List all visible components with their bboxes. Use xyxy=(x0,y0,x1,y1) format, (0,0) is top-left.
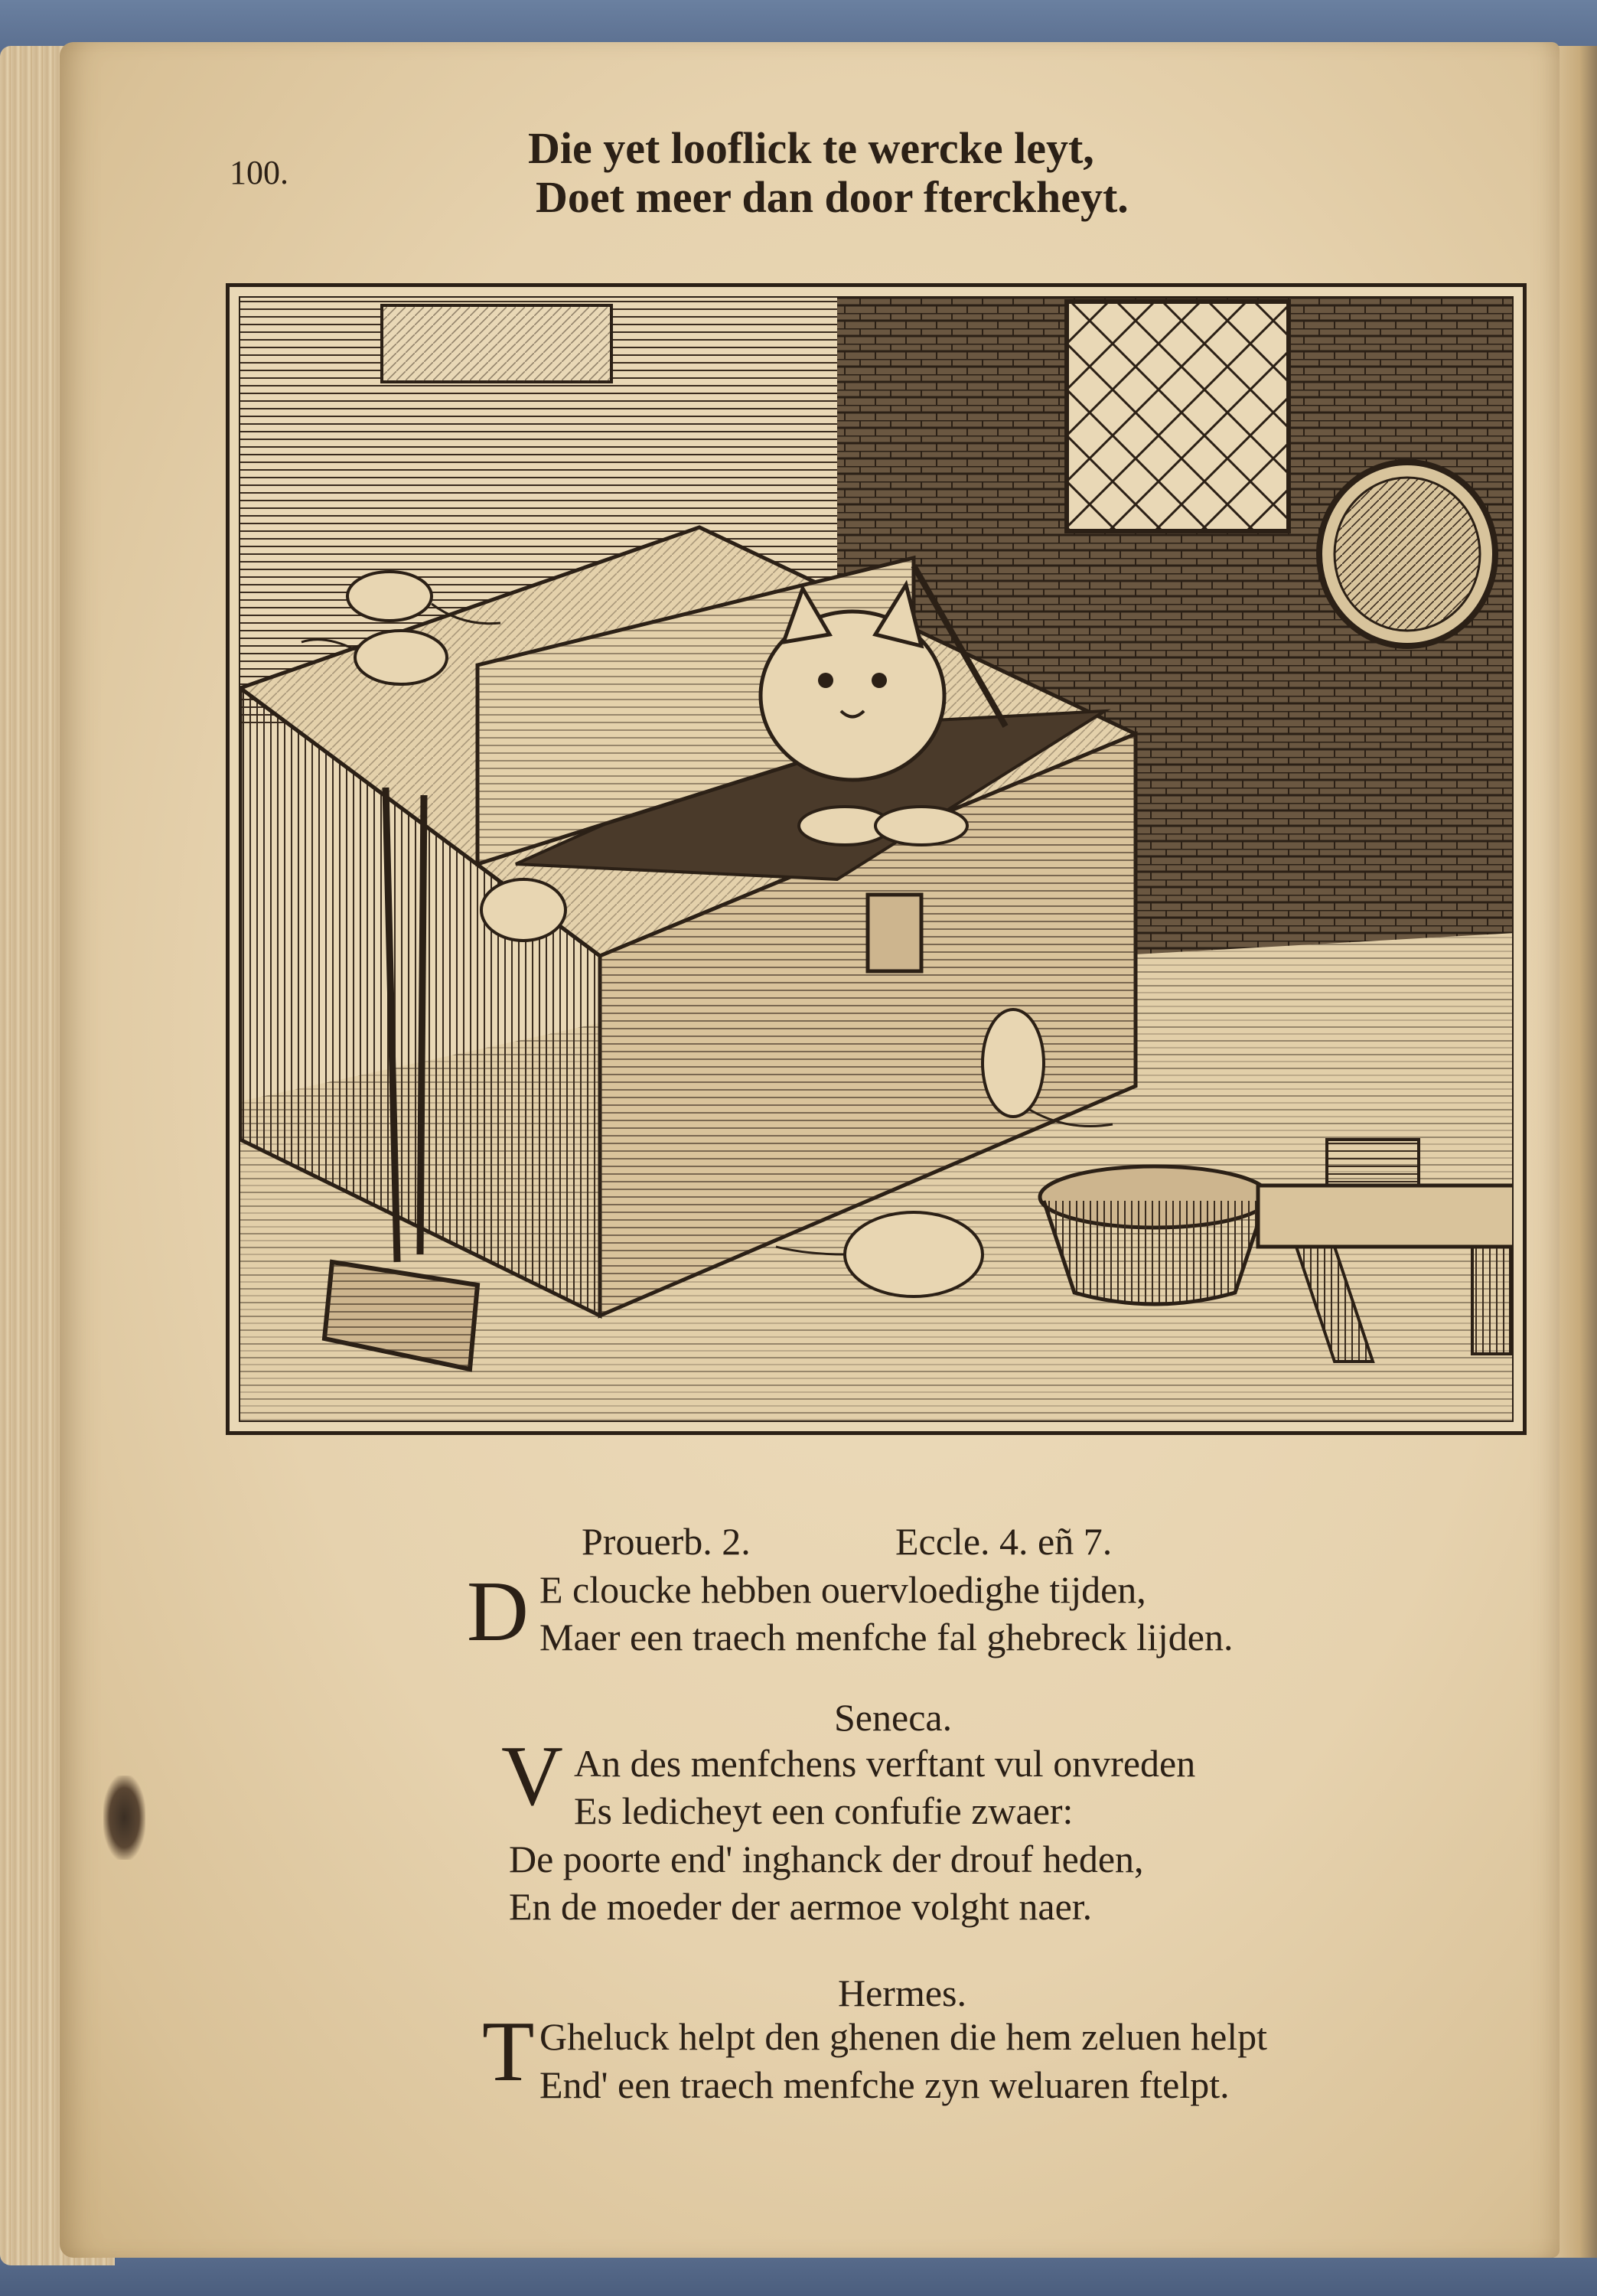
page-right-edge xyxy=(1553,46,1597,2258)
verse-line: E cloucke hebben ouervloedighe tijden, xyxy=(539,1568,1146,1611)
ink-stain xyxy=(103,1776,145,1860)
dropcap-t: T xyxy=(482,2004,535,2099)
dropcap-v: V xyxy=(501,1729,563,1824)
verse-line: Es ledicheyt een confufie zwaer: xyxy=(574,1789,1074,1832)
lattice-window xyxy=(1067,302,1289,531)
verse-line: De poorte end' inghanck der drouf heden, xyxy=(509,1838,1144,1880)
chest-lock xyxy=(868,895,921,971)
page-heading-line-1: Die yet looflick te wercke leyt, xyxy=(528,123,1094,173)
verse-line: Gheluck helpt den ghenen die hem zeluen helpt xyxy=(539,2015,1268,2058)
basket xyxy=(1040,1166,1269,1304)
mouse-at-chest-edge xyxy=(481,879,565,941)
page-heading-line-2: Doet meer dan door fterckheyt. xyxy=(536,172,1129,222)
engraving-drawing xyxy=(240,298,1514,1422)
citation-proverbs: Prouerb. 2. xyxy=(582,1520,751,1563)
verse-line: An des menfchens verftant vul onvreden xyxy=(574,1742,1196,1785)
engraving-frame xyxy=(239,296,1514,1422)
section-title-hermes: Hermes. xyxy=(838,1971,966,2014)
citation-ecclesiastes: Eccle. 4. eñ 7. xyxy=(895,1520,1113,1563)
section-title-seneca: Seneca. xyxy=(834,1696,953,1739)
engraving-illustration xyxy=(226,283,1527,1435)
dropcap-d: D xyxy=(467,1564,529,1659)
verse-line: End' een traech menfche zyn weluaren ftelpt. xyxy=(539,2063,1230,2106)
page-number: 100. xyxy=(230,154,288,191)
verse-line: Maer een traech menfche fal ghebreck lijden. xyxy=(539,1616,1234,1658)
verse-line: En de moeder der aermoe volght naer. xyxy=(509,1885,1093,1928)
